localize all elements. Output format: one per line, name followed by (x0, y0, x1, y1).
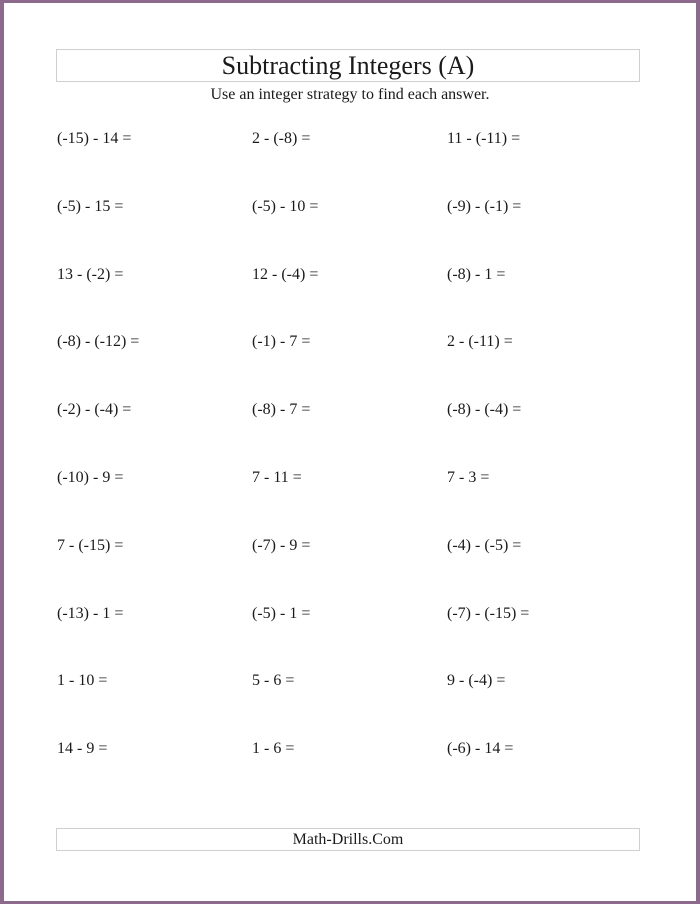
problem-r6-c1: (-10) - 9 = (57, 469, 124, 486)
problem-r7-c1: 7 - (-15) = (57, 537, 124, 554)
problem-r3-c2: 12 - (-4) = (252, 266, 319, 283)
problem-r8-c3: (-7) - (-15) = (447, 605, 530, 622)
problem-r2-c2: (-5) - 10 = (252, 198, 319, 215)
problem-r4-c1: (-8) - (-12) = (57, 333, 140, 350)
problem-r9-c2: 5 - 6 = (252, 672, 295, 689)
problem-r1-c2: 2 - (-8) = (252, 130, 311, 147)
problem-r1-c1: (-15) - 14 = (57, 130, 132, 147)
problem-r6-c2: 7 - 11 = (252, 469, 302, 486)
problem-r10-c1: 14 - 9 = (57, 740, 108, 757)
problem-r2-c3: (-9) - (-1) = (447, 198, 522, 215)
problem-r5-c3: (-8) - (-4) = (447, 401, 522, 418)
problem-r9-c1: 1 - 10 = (57, 672, 108, 689)
problem-r6-c3: 7 - 3 = (447, 469, 490, 486)
problem-r7-c3: (-4) - (-5) = (447, 537, 522, 554)
problem-r2-c1: (-5) - 15 = (57, 198, 124, 215)
footer-box (56, 828, 640, 851)
instructions: Use an integer strategy to find each answer. (210, 86, 490, 103)
worksheet-title: Subtracting Integers (A) (221, 50, 475, 80)
problem-r8-c2: (-5) - 1 = (252, 605, 311, 622)
problem-r5-c2: (-8) - 7 = (252, 401, 311, 418)
problem-r4-c3: 2 - (-11) = (447, 333, 513, 350)
problem-r10-c2: 1 - 6 = (252, 740, 295, 757)
problem-r3-c1: 13 - (-2) = (57, 266, 124, 283)
problem-r3-c3: (-8) - 1 = (447, 266, 506, 283)
problem-r10-c3: (-6) - 14 = (447, 740, 514, 757)
problem-r7-c2: (-7) - 9 = (252, 537, 311, 554)
problem-r1-c3: 11 - (-11) = (447, 130, 521, 147)
problem-r8-c1: (-13) - 1 = (57, 605, 124, 622)
problem-r9-c3: 9 - (-4) = (447, 672, 506, 689)
problem-r5-c1: (-2) - (-4) = (57, 401, 132, 418)
footer-site-name: Math-Drills.Com (292, 830, 404, 848)
problem-r4-c2: (-1) - 7 = (252, 333, 311, 350)
